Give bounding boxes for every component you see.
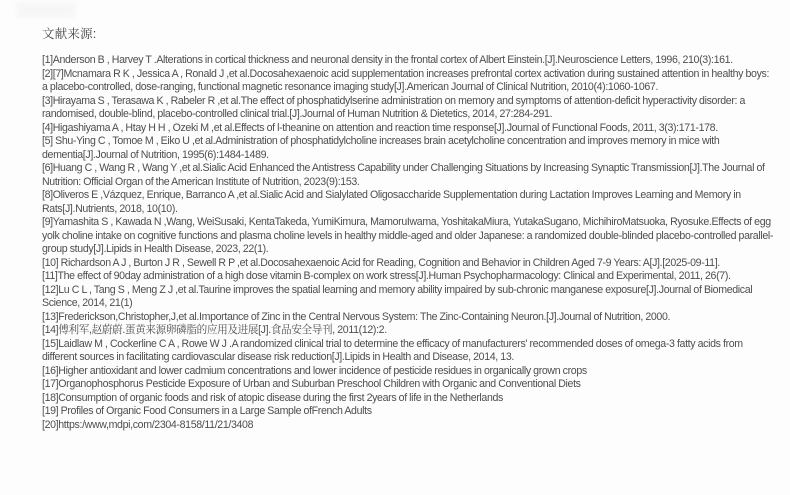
- reference-item: [2][7]Mcnamara R K , Jessica A , Ronald J ,et al.Docosahexaenoic acid supplementation increases prefrontal cortex activation during sustained attention in healthy boys: a placebo-controlled, dose-ranging, functional magnetic resonance imaging study[J].American Journal of Clinical Nutrition, 2010(4):1060-1067.: [42, 67, 770, 93]
- references-list: [42, 54, 774, 432]
- reference-item: [16]Higher antioxidant and lower cadmium concentrations and lower incidence of pesticide residues in organically grown crops: [42, 364, 587, 377]
- reference-item: [17]Organophosphorus Pesticide Exposure of Urban and Suburban Preschool Children with Organic and Conventional Diets: [42, 378, 581, 390]
- page-title: 文献来源:: [42, 27, 97, 41]
- reference-item: [19] Profiles of Organic Food Consumers in a Large Sample ofFrench Adults: [42, 405, 372, 417]
- reference-item: [9]Yamashita S , Kawada N ,Wang, WeiSusaki, KentaTakeda, YumiKimura, MamoruIwama, YoshitakaMiura, YutakaSugano, MichihiroMatsuoka, Ryosuke.Effects of egg yolk choline intake on cognitive functions and plasma choline levels in healthy middle-aged and older Japanese: a randomized double-blinded placebo-controlled parallel-group study[J].Lipids in Health Disease, 2023, 22(1).: [42, 216, 774, 255]
- reference-item: [4]Higashiyama A , Htay H H , Ozeki M ,et al.Effects of l-theanine on attention and reaction time response[J].Journal of Functional Foods, 2011, 3(3):171-178.: [42, 121, 718, 134]
- reference-item: [12]Lu C L , Tang S , Meng Z J ,et al.Taurine improves the spatial learning and memory ability impaired by sub-chronic manganese exposure[J].Journal of Biomedical Science, 2014, 21(1): [42, 283, 753, 309]
- reference-item: [13]Frederickson,Christopher,J,et al.Importance of Zinc in the Central Nervous System: The Zinc-Containing Neuron.[J].Journal of Nutrition, 2000.: [42, 310, 671, 323]
- reference-item: [6]Huang C , Wang R , Wang Y ,et al.Sialic Acid Enhanced the Antistress Capability under Challenging Situations by Increasing Synaptic Transmission[J].The Journal of Nutrition: Official Organ of the American Institute of Nutrition, 2023(9):153.: [42, 162, 765, 188]
- reference-item: [14]傅利军,赵蔚蔚.蛋黄来源卵磷脂的应用及进展[J].食品安全导刊, 2011(12):2.: [42, 324, 387, 336]
- reference-item: [8]Oliveros E ,Vázquez, Enrique, Barranco A ,et al.Sialic Acid and Sialylated Oligosaccharide Supplementation during Lactation Improves Learning and Memory in Rats[J].Nutrients, 2018, 10(10).: [42, 189, 741, 215]
- reference-item: [20]https:/www,mdpi,com/2304-8158/11/21/3408: [42, 418, 254, 431]
- reference-item: [10] Richardson A J , Burton J R , Sewell R P ,et al.Docosahexaenoic Acid for Reading, Cognition and Behavior in Children Aged 7-9 Years: A[J].[2025-09-11].: [42, 256, 720, 269]
- reference-item: [11]The effect of 90day administration of a high dose vitamin B-complex on work stress[J].Human Psychopharmacology: Clinical and Experimental, 2011, 26(7).: [42, 270, 731, 282]
- reference-item: [5] Shu-Ying C , Tomoe M , Eiko U ,et al.Administration of phosphatidylcholine increases brain acetylcholine concentration and improves memory in mice with dementia[J].Journal of Nutrition, 1995(6):1484-1489.: [42, 135, 720, 161]
- reference-item: [1]Anderson B , Harvey T .Alterations in cortical thickness and neuronal density in the frontal cortex of Albert Einstein.[J].Neuroscience Letters, 1996, 210(3):161.: [42, 54, 733, 66]
- watermark-artifact: [16, 2, 76, 18]
- reference-item: [3]Hirayama S , Terasawa K , Rabeler R ,et al.The effect of phosphatidylserine administration on memory and symptoms of attention-deficit hyperactivity disorder: a randomised, double-blind, placebo-controlled clinical trial.[J].Journal of Human Nutrition & Dietetics, 2014, 27:284-291.: [42, 94, 746, 120]
- reference-item: [18]Consumption of organic foods and risk of atopic disease during the first 2years of life in the Netherlands: [42, 391, 503, 404]
- reference-item: [15]Laidlaw M , Cockerline C A , Rowe W J .A randomized clinical trial to determine the efficacy of manufacturers' recommended doses of omega-3 fatty acids from different sources in facilitating cardiovascular disease risk reduction[J].Lipids in Health and Disease, 2014, 13.: [42, 337, 743, 363]
